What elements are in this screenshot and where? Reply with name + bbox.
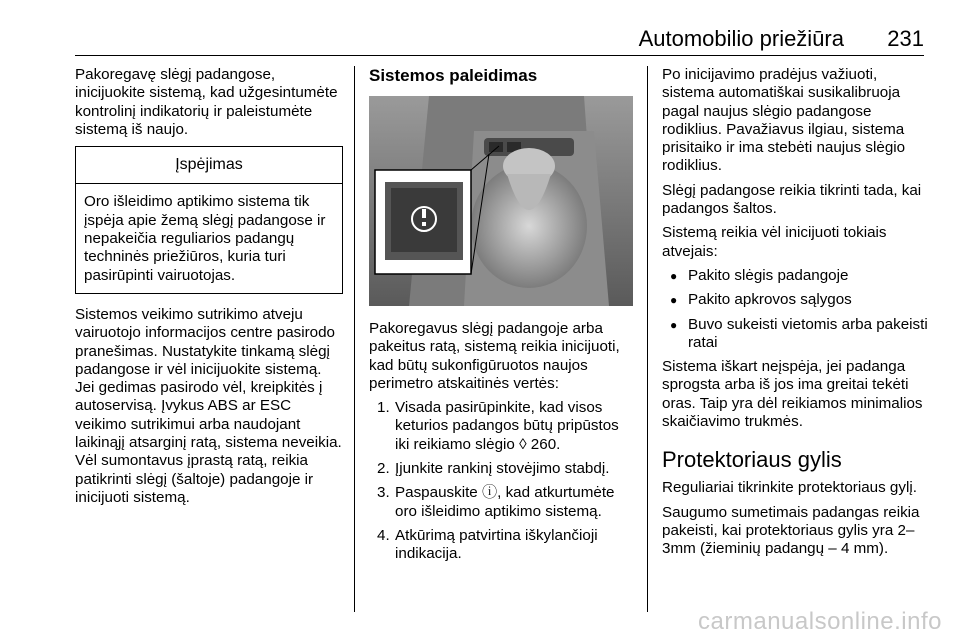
column-divider-2 bbox=[647, 66, 648, 612]
step-item: 3. Paspauskite ⓘ, kad atkurtumėte oro išleidimo aptikimo sistemą. bbox=[377, 484, 615, 520]
calibration-paragraph: Po inicijavimo pradėjus važiuoti, sistema automatiškai susikalibruoja pagal naujus slėgio padangose rodiklius. Pavažiavus ilgiau, sistema prisitaiko ir ima stebėti naujus slėgio rodiklius. bbox=[662, 66, 906, 175]
step-item: 1. Visada pasirūpinkite, kad visos keturios padangos būtų pripūstos iki reikiamo slėgio ◊ 260. bbox=[377, 399, 619, 453]
tread-depth-paragraph: Saugumo sumetimais padangas reikia pakeisti, kai protektoriaus gylis yra 2–3mm (žieminių padangų – 4 mm). bbox=[662, 503, 920, 558]
warning-box bbox=[75, 146, 343, 294]
warning-title: Įspėjimas bbox=[76, 147, 342, 184]
steps-list bbox=[369, 399, 633, 563]
page-number: 231 bbox=[887, 26, 924, 51]
column-divider-1 bbox=[354, 66, 355, 612]
tread-heading: Protektoriaus gylis bbox=[662, 447, 842, 473]
column-1 bbox=[75, 66, 343, 513]
limitation-paragraph: Sistema iškart neįspėja, jei padanga sprogsta arba iš jos ima greitai tekėti oras. Taip yra dėl reikiamos minimalios skaičiavimo trukmės. bbox=[662, 358, 923, 431]
warning-body: Oro išleidimo aptikimo sistema tik įspėja apie žemą slėgį padangose ir nepakeičia reguliarios padangų techninės priežiūros, kuria turi pasirūpinti vairuotojas. bbox=[84, 193, 326, 284]
watermark: carmanualsonline.info bbox=[698, 608, 942, 635]
reinit-list bbox=[662, 267, 928, 352]
console-illustration bbox=[369, 96, 633, 306]
list-item: ● Pakito slėgis padangoje bbox=[662, 267, 928, 285]
console-photo bbox=[369, 96, 633, 306]
section-heading: Sistemos paleidimas bbox=[369, 66, 538, 85]
column-3 bbox=[662, 66, 928, 565]
intro-paragraph: Pakoregavę slėgį padangose, inicijuokite sistemą, kad užgesintumėte kontrolinį indikatorių ir paleistumėte sistemą iš naujo. bbox=[75, 66, 338, 138]
section-title: Automobilio priežiūra bbox=[638, 26, 844, 51]
page-header bbox=[75, 22, 924, 62]
tread-check-paragraph: Reguliariai tikrinkite protektoriaus gylį. bbox=[662, 479, 917, 497]
malfunction-paragraph: Sistemos veikimo sutrikimo atveju vairuotojo informacijos centre pasirodo pranešimas. Nustatykite tinkamą slėgį padangose ir vėl inicijuokite sistemą. Jei gedimas pasirodo vėl, kreipkitės į autoservisą. Įvykus ABS ar ESC veikimo sutrikimui arba naudojant laikinąjį atsarginį ratą, sistema neveikia. Vėl sumontavus įprastą ratą, reikia patikrinti slėgį (šaltoje) padangoje ir inicijuoti sistemą. bbox=[75, 305, 342, 506]
step-item: 4. Atkūrimą patvirtina iškylančioji indikacija. bbox=[377, 526, 598, 563]
cold-tire-paragraph: Slėgį padangose reikia tikrinti tada, kai padangos šaltos. bbox=[662, 181, 922, 218]
column-2 bbox=[369, 66, 633, 570]
list-item: ● Pakito apkrovos sąlygos bbox=[662, 291, 928, 309]
reinit-paragraph: Sistemą reikia vėl inicijuoti tokiais atvejais: bbox=[662, 224, 887, 260]
init-paragraph: Pakoregavus slėgį padangoje arba pakeitus ratą, sistemą reikia inicijuoti, kad būtų sukonfigūruotos naujos perimetro atskaitinės vertės: bbox=[369, 320, 620, 392]
step-item: 2. Įjunkite rankinį stovėjimo stabdį. bbox=[377, 460, 610, 478]
list-item: ● Buvo sukeisti vietomis arba pakeisti ratai bbox=[662, 316, 928, 353]
header-rule bbox=[75, 55, 924, 56]
